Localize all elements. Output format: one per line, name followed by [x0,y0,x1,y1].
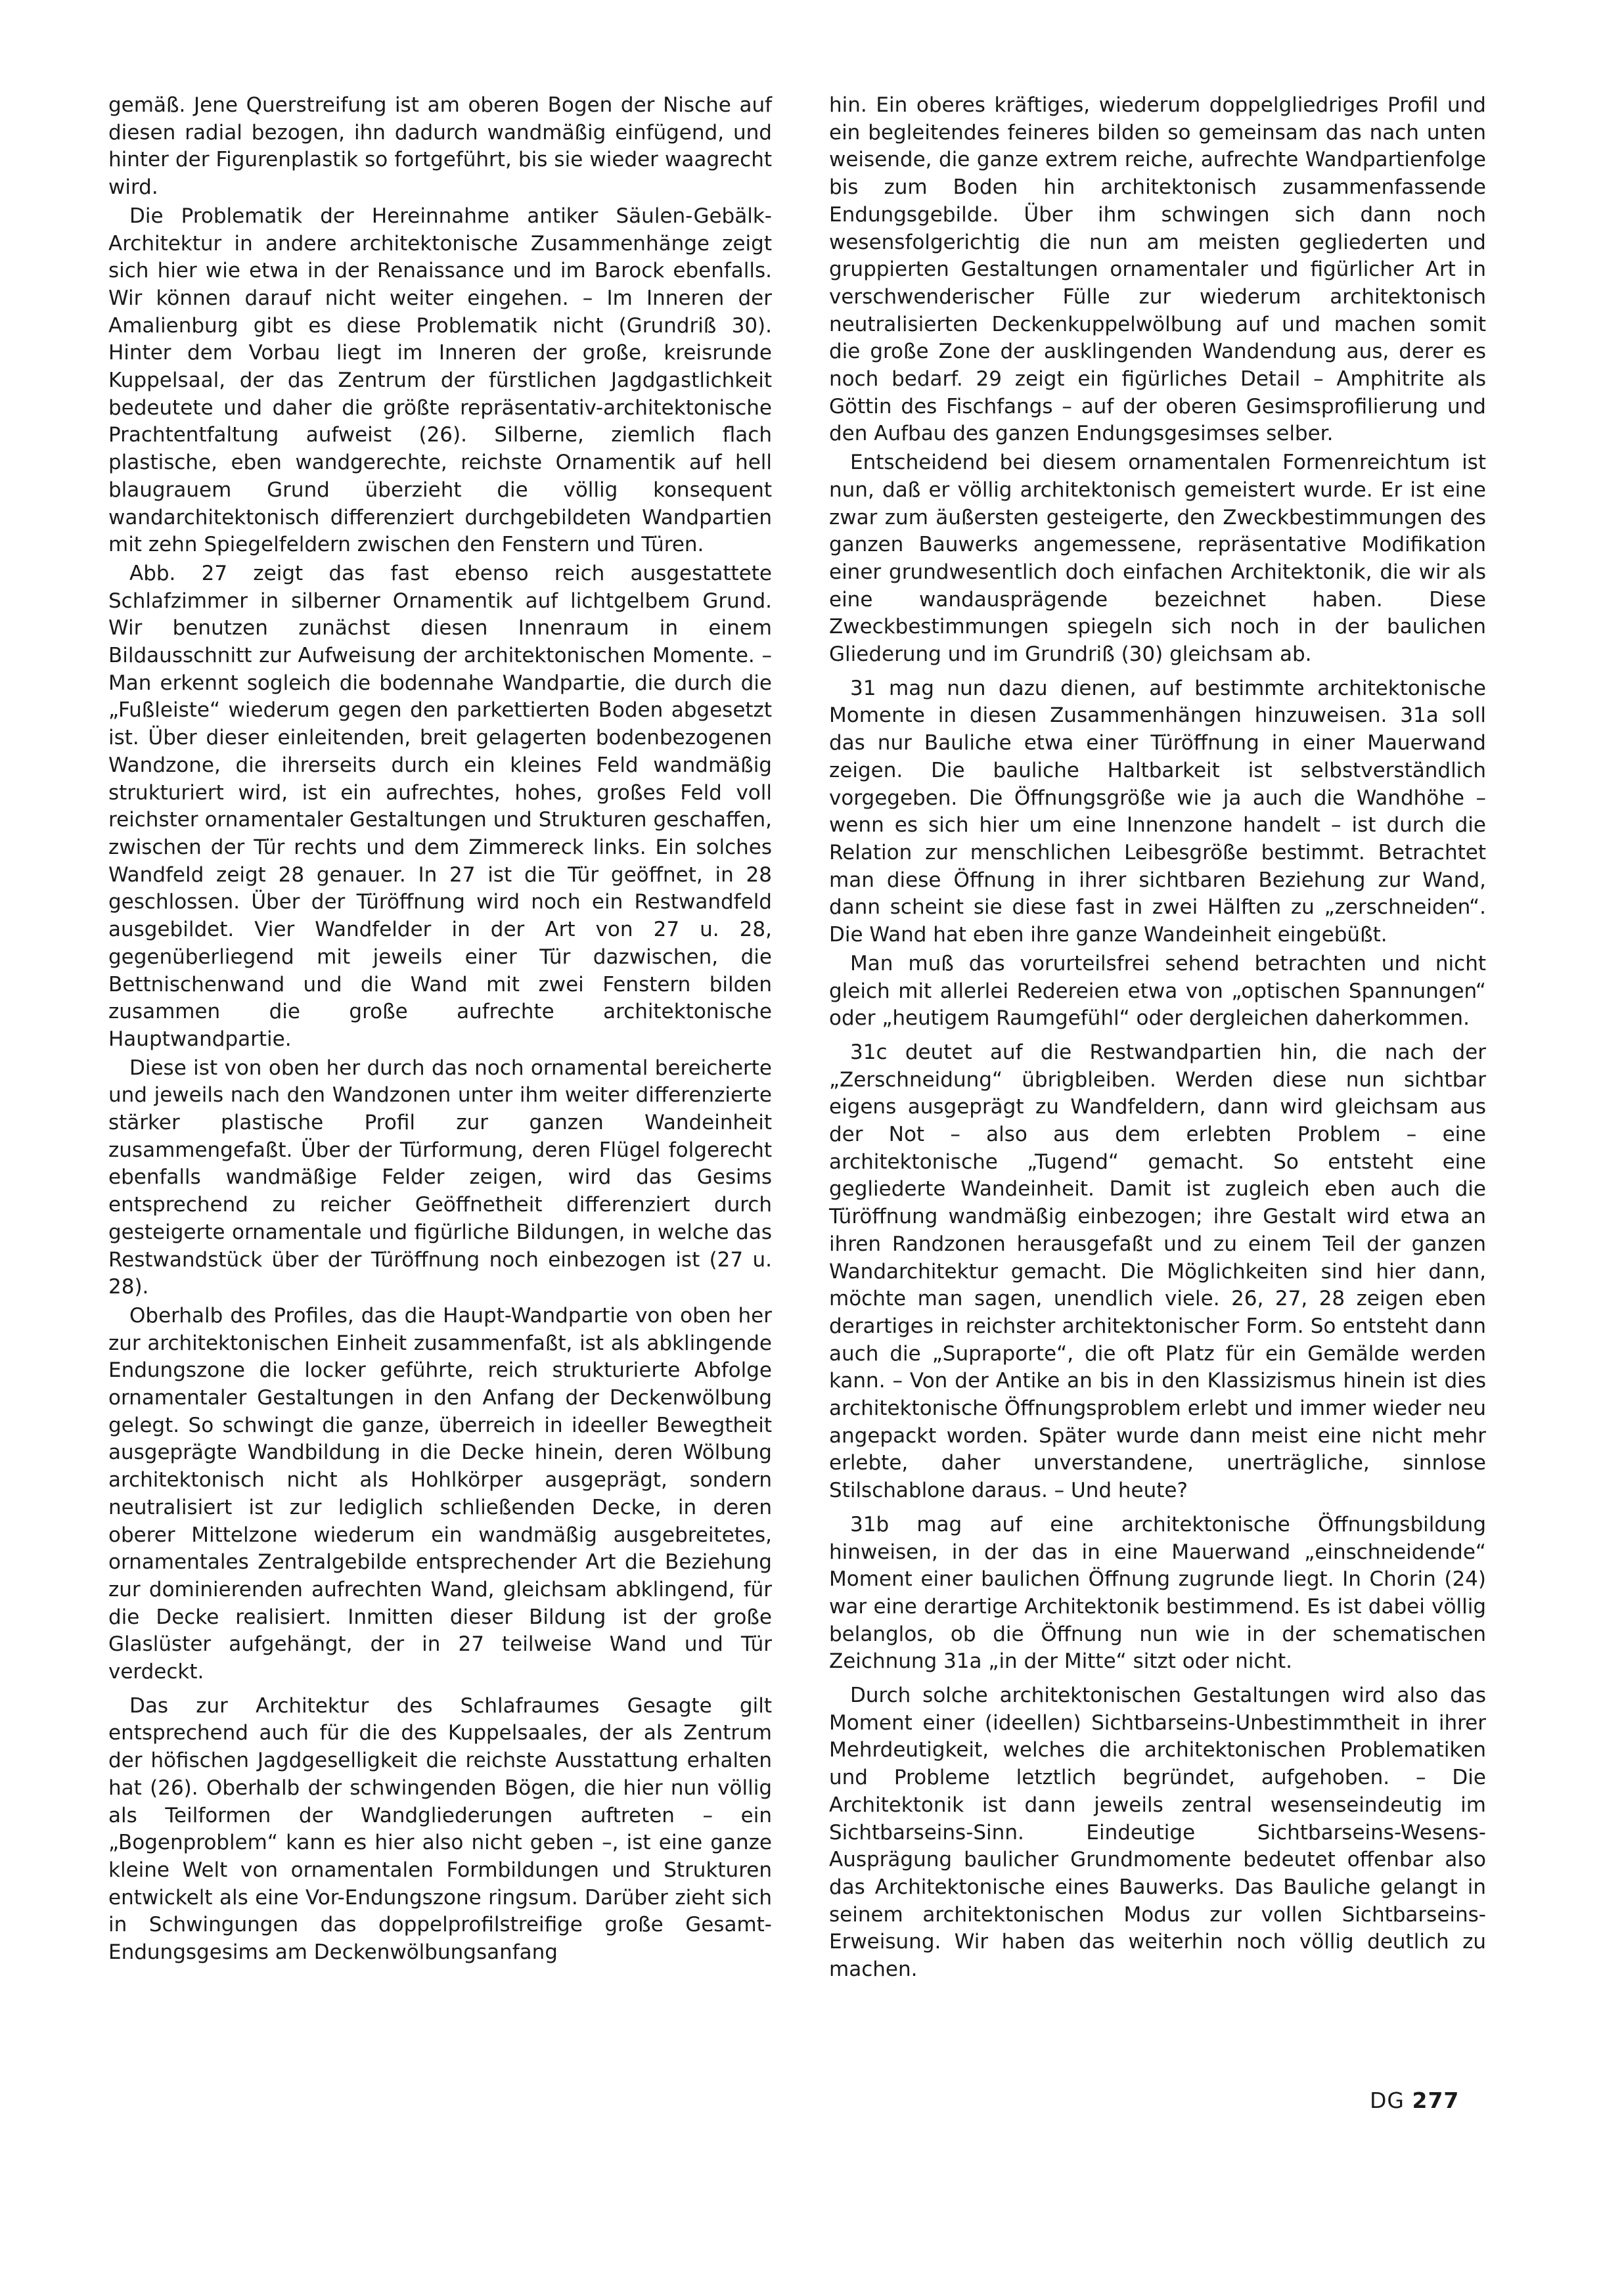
paragraph: Abb. 27 zeigt das fast ebenso reich ausgestattete Schlafzimmer in silberner Ornamentik auf lichtgelbem Grund. Wir benutzen zunächst diesen Innenraum in einem Bildausschnitt zur Aufweisung der architektonischen Momente. – Man erkennt sogleich die bodennahe Wandpartie, die durch die „Fußleiste“ wiederum gegen den parkettierten Boden abgesetzt ist. Über dieser einleitenden, breit gelagerten bodenbezogenen Wandzone, die ihrerseits durch ein kleines Feld wandmäßig strukturiert wird, ist ein aufrechtes, hohes, großes Feld voll reichster ornamentaler Gestaltungen und Strukturen geschaffen, zwischen der Tür rechts und dem Zimmereck links. Ein solches Wandfeld zeigt 28 genauer. In 27 ist die Tür geöffnet, in 28 geschlossen. Über der Türöffnung wird noch ein Restwandfeld ausgebildet. Vier Wandfelder in der Art von 27 u. 28, gegenüberliegend mit jeweils einer Tür dazwischen, die Bettnischenwand und die Wand mit zwei Fenstern bilden zusammen die große aufrechte architektonische Hauptwandpartie. [108,561,772,1051]
page-number-value: 277 [1412,2088,1460,2113]
paragraph: Das zur Architektur des Schlafraumes Gesagte gilt entsprechend auch für die des Kuppelsaales, der als Zentrum der höfischen Jagdgeselligkeit die reichste Ausstattung erhalten hat (26). Oberhalb der schwingenden Bögen, die hier nun völlig als Teilformen der Wandgliederungen auftreten – ein „Bogenproblem“ kann es hier also nicht geben –, ist eine ganze kleine Welt von ornamentalen Formbildungen und Strukturen entwickelt als eine Vor-Endungszone ringsum. Darüber zieht sich in Schwingungen das doppelprofilstreifige große Gesamt-Endungsgesims am Deckenwölbungsanfang [108,1693,772,1965]
paragraph: hin. Ein oberes kräftiges, wiederum doppelgliedriges Profil und ein begleitendes feineres bilden so gemeinsam das nach unten weisende, die ganze extrem reiche, aufrechte Wandpartienfolge bis zum Boden hin architektonisch zusammenfassende Endungsgebilde. Über ihm schwingen sich dann noch wesensfolgerichtig die nun am meisten gegliederten und gruppierten Gestaltungen ornamentaler und figürlicher Art in verschwenderischer Fülle zur wiederum architektonisch neutralisierten Deckenkuppelwölbung auf und machen somit die große Zone der ausklingenden Wandendung aus, derer es noch bedarf. 29 zeigt ein figürliches Detail – Amphitrite als Göttin des Fischfangs – auf der oberen Gesimsprofilierung und den Aufbau des ganzen Endungsgesimses selber. [829,93,1486,446]
left-text-column [108,92,772,1968]
paragraph: gemäß. Jene Querstreifung ist am oberen Bogen der Nische auf diesen radial bezogen, ihn dadurch wandmäßig einfügend, und hinter der Figurenplastik so fortgeführt, bis sie wieder waagrecht wird. [108,93,772,200]
paragraph: Die Problematik der Hereinnahme antiker Säulen-Gebälk-Architektur in andere architektonische Zusammenhänge zeigt sich hier wie etwa in der Renaissance und im Barock ebenfalls. Wir können darauf nicht weiter eingehen. – Im Inneren der Amalienburg gibt es diese Problematik nicht (Grundriß 30). Hinter dem Vorbau liegt im Inneren der große, kreisrunde Kuppelsaal, der das Zentrum der fürstlichen Jagdgastlichkeit bedeutete und daher die größte repräsentativ-architektonische Prachtentfaltung aufweist (26). Silberne, ziemlich flach plastische, eben wandgerechte, reichste Ornamentik auf hell blaugrauem Grund überzieht die völlig konsequent wandarchitektonisch differenziert durchgebildeten Wandpartien mit zehn Spiegelfeldern zwischen den Fenstern und Türen. [108,204,772,557]
right-text-column [829,92,1486,1985]
page-number-prefix: DG [1370,2088,1405,2113]
paragraph: Man muß das vorurteilsfrei sehend betrachten und nicht gleich mit allerlei Redereien etwa von „optischen Spannungen“ oder „heutigem Raumgefühl“ oder dergleichen daherkommen. [829,951,1486,1031]
paragraph: Durch solche architektonischen Gestaltungen wird also das Moment einer (ideellen) Sichtbarseins-Unbestimmtheit in ihrer Mehrdeutigkeit, welches die architektonischen Problematiken und Probleme letztlich begründet, aufgehoben. – Die Architektonik ist dann jeweils zentral wesenseindeutig im Sichtbarseins-Sinn. Eindeutige Sichtbarseins-Wesens-Ausprägung baulicher Grundmomente bedeutet offenbar also das Architektonische eines Bauwerks. Das Bauliche gelangt in seinem architektonischen Modus zur vollen Sichtbarseins-Erweisung. Wir haben das weiterhin noch völlig deutlich zu machen. [829,1684,1486,1982]
page-number [1370,2088,1459,2113]
paragraph: 31b mag auf eine architektonische Öffnungsbildung hinweisen, in der das in eine Mauerwand „einschneidende“ Moment einer baulichen Öffnung zugrunde liegt. In Chorin (24) war eine derartige Architektonik bestimmend. Es ist dabei völlig belanglos, ob die Öffnung nun wie in der schematischen Zeichnung 31a „in der Mitte“ sitzt oder nicht. [829,1512,1486,1674]
paragraph: 31 mag nun dazu dienen, auf bestimmte architektonische Momente in diesen Zusammenhängen hinzuweisen. 31a soll das nur Bauliche etwa einer Türöffnung in einer Mauerwand zeigen. Die bauliche Haltbarkeit ist selbstverständlich vorgegeben. Die Öffnungsgröße wie ja auch die Wandhöhe – wenn es sich hier um eine Innenzone handelt – ist durch die Relation zur menschlichen Leibesgröße bestimmt. Betrachtet man diese Öffnung in ihrer sichtbaren Beziehung zur Wand, dann scheint sie diese fast in zwei Hälften zu „zerschneiden“. Die Wand hat eben ihre ganze Wandeinheit eingebüßt. [829,676,1486,947]
paragraph: 31c deutet auf die Restwandpartien hin, die nach der „Zerschneidung“ übrigbleiben. Werden diese nun sichtbar eigens ausgeprägt zu Wandfeldern, dann wird gleichsam aus der Not – also aus dem erlebten Problem – eine architektonische „Tugend“ gemacht. So entsteht eine gegliederte Wandeinheit. Damit ist zugleich eben auch die Türöffnung wandmäßig einbezogen; ihre Gestalt wird etwa an ihren Randzonen herausgefaßt und zu einem Teil der ganzen Wandarchitektur gemacht. Die Möglichkeiten sind hier dann, möchte man sagen, unendlich viele. 26, 27, 28 zeigen eben derartiges in reichster architektonischer Form. So entsteht dann auch die „Supraporte“, die oft Platz für ein Gemälde werden kann. – Von der Antike an bis in den Klassizismus hinein ist dies architektonische Öffnungsproblem erlebt und immer wieder neu angepackt worden. Später wurde dann meist eine nicht mehr erlebte, daher unverstandene, unerträgliche, sinnlose Stilschablone daraus. – Und heute? [829,1040,1486,1503]
paragraph: Oberhalb des Profiles, das die Haupt-Wandpartie von oben her zur architektonischen Einheit zusammenfaßt, ist als abklingende Endungszone die locker geführte, reich strukturierte Abfolge ornamentaler Gestaltungen in den Anfang der Deckenwölbung gelegt. So schwingt die ganze, überreich in ideeller Bewegtheit ausgeprägte Wandbildung in die Decke hinein, deren Wölbung architektonisch nicht als Hohlkörper ausgeprägt, sondern neutralisiert ist zur lediglich schließenden Decke, in deren oberer Mittelzone wiederum ein wandmäßig ausgebreitetes, ornamentales Zentralgebilde entsprechender Art die Beziehung zur dominierenden aufrechten Wand, gleichsam abklingend, für die Decke realisiert. Inmitten dieser Bildung ist der große Glaslüster aufgehängt, der in 27 teilweise Wand und Tür verdeckt. [108,1303,772,1684]
paragraph: Entscheidend bei diesem ornamentalen Formenreichtum ist nun, daß er völlig architektonisch gemeistert wurde. Er ist eine zwar zum äußersten gesteigerte, den Zweckbestimmungen des ganzen Bauwerks angemessene, repräsentative Modifikation einer grundwesentlich doch einfachen Architektonik, die wir als eine wandausprägende bezeichnet haben. Diese Zweckbestimmungen spiegeln sich noch in der baulichen Gliederung und im Grundriß (30) gleichsam ab. [829,451,1486,667]
paragraph: Diese ist von oben her durch das noch ornamental bereicherte und jeweils nach den Wandzonen unter ihm weiter differenzierte stärker plastische Profil zur ganzen Wandeinheit zusammengefaßt. Über der Türformung, deren Flügel folgerecht ebenfalls wandmäßige Felder zeigen, wird das Gesims entsprechend zu reicher Geöffnetheit differenziert durch gesteigerte ornamentale und figürliche Bildungen, in welche das Restwandstück über der Türöffnung noch einbezogen ist (27 u. 28). [108,1056,772,1299]
